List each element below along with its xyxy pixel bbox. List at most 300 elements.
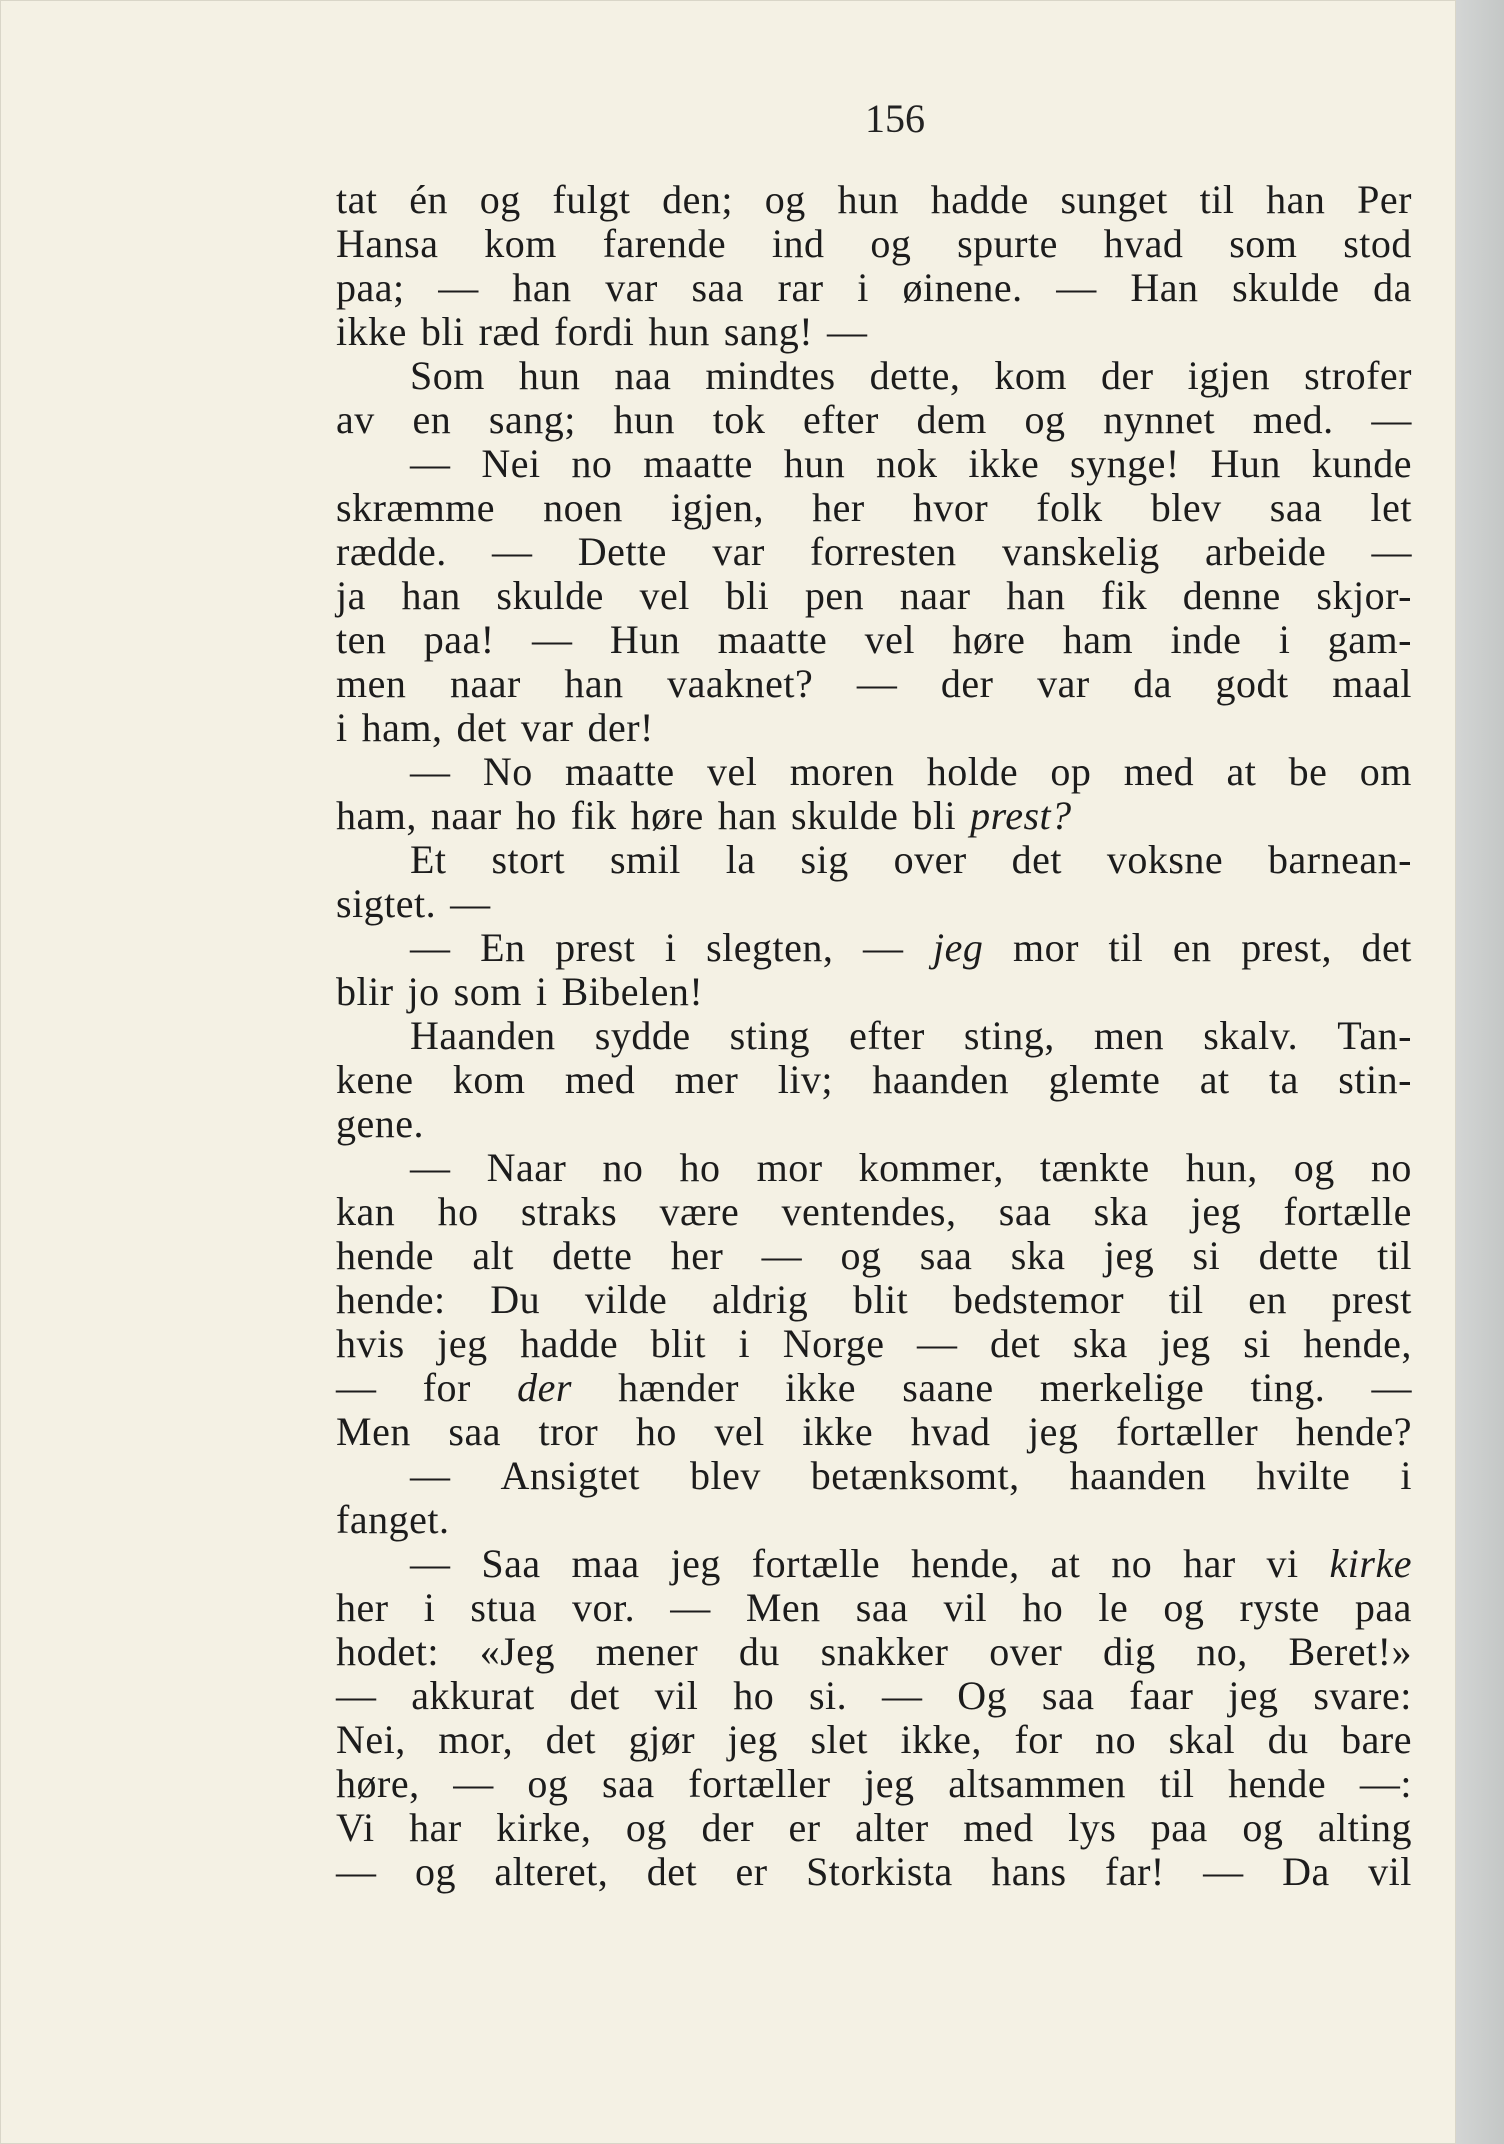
word: med — [564, 1057, 636, 1102]
word: — — [881, 1673, 923, 1718]
word: sang; — [488, 397, 576, 442]
word: hans — [991, 1849, 1067, 1894]
word: naar — [899, 573, 971, 618]
word: sting, — [963, 1013, 1055, 1058]
word: be — [1288, 749, 1328, 794]
word: her — [336, 1585, 389, 1630]
word: ska — [1093, 1189, 1149, 1234]
word: Dette — [577, 529, 667, 574]
word: — — [1371, 1365, 1412, 1410]
word: — — [492, 529, 533, 574]
word: gjør — [628, 1717, 696, 1762]
word: da — [1133, 661, 1172, 706]
word: nynnet — [1103, 397, 1216, 442]
word: mor, — [438, 1717, 514, 1762]
word: hende — [1228, 1761, 1327, 1806]
word: ska — [1010, 1233, 1066, 1278]
word: ja — [336, 573, 366, 618]
word: mor — [1012, 925, 1079, 970]
word: høre, — [336, 1761, 420, 1806]
word: en — [412, 397, 452, 442]
word: fik — [1101, 573, 1148, 618]
word: ten — [336, 617, 387, 662]
word: jeg — [437, 1321, 488, 1366]
text-line — [336, 1014, 1412, 1058]
text-line — [336, 1542, 1412, 1586]
word: du — [1267, 1717, 1309, 1762]
word: med — [1123, 749, 1195, 794]
word: rar — [777, 265, 824, 310]
text-line — [336, 882, 1412, 926]
word: Men — [745, 1585, 821, 1630]
text-line — [336, 662, 1412, 706]
word: var — [605, 265, 658, 310]
word: har — [409, 1805, 462, 1850]
word: jeg — [933, 925, 984, 970]
word: det — [1361, 925, 1412, 970]
word: no — [1095, 1717, 1137, 1762]
word: no — [1111, 1541, 1153, 1586]
scan-background-strip — [1456, 0, 1504, 2144]
word: arbeide — [1205, 529, 1327, 574]
word: over — [989, 1629, 1063, 1674]
word: naar — [430, 793, 502, 838]
word: sunget — [1060, 177, 1168, 222]
word: tat — [336, 177, 378, 222]
text-line — [336, 750, 1412, 794]
word: — — [761, 1233, 803, 1278]
word: inde — [1170, 617, 1242, 662]
word: le — [1098, 1585, 1129, 1630]
word: dette — [1258, 1233, 1339, 1278]
word: paa; — [336, 265, 405, 310]
word: ikke, — [900, 1717, 982, 1762]
word: bedstemor — [952, 1277, 1125, 1322]
word: det — [545, 1717, 597, 1762]
word: hadde — [520, 1321, 619, 1366]
word: der — [940, 661, 994, 706]
word: — — [410, 749, 451, 794]
text-line — [336, 1850, 1412, 1894]
word: i — [1400, 1453, 1412, 1498]
word: let — [1370, 485, 1412, 530]
word: tænkte — [1039, 1145, 1150, 1190]
word: lys — [1068, 1805, 1117, 1850]
word: du — [738, 1629, 780, 1674]
word: kirke — [1329, 1541, 1412, 1586]
word: vil — [1368, 1849, 1412, 1894]
word: — — [1056, 265, 1097, 310]
word: aldrig — [711, 1277, 809, 1322]
word: ho — [515, 793, 557, 838]
word: no, — [1196, 1629, 1248, 1674]
word: hvad — [1103, 221, 1184, 266]
text-line — [336, 618, 1412, 662]
word: om — [1359, 749, 1412, 794]
word: fortælle — [751, 1541, 881, 1586]
word: svare: — [1313, 1673, 1412, 1718]
word: høre — [630, 793, 704, 838]
word: kommer, — [858, 1145, 1004, 1190]
word: kunde — [1311, 441, 1412, 486]
word: fordi — [554, 309, 635, 354]
word: men — [1093, 1013, 1165, 1058]
word: bare — [1341, 1717, 1412, 1762]
word: betænksomt, — [810, 1453, 1020, 1498]
word: her — [670, 1233, 724, 1278]
word: naa — [614, 353, 672, 398]
word: kom — [994, 353, 1067, 398]
word: op — [1050, 749, 1092, 794]
text-line — [336, 970, 1412, 1014]
word: hvis — [336, 1321, 405, 1366]
word: hende — [336, 1233, 435, 1278]
word: i — [857, 265, 869, 310]
word: være — [659, 1189, 740, 1234]
word: glemte — [1048, 1057, 1161, 1102]
word: ham — [1062, 617, 1134, 662]
word: at — [1050, 1541, 1081, 1586]
word: vel — [864, 617, 915, 662]
word: og — [527, 1761, 569, 1806]
word: og — [414, 1849, 456, 1894]
word: stod — [1343, 221, 1412, 266]
word: — — [336, 1673, 377, 1718]
word: mor — [756, 1145, 823, 1190]
word: hende, — [911, 1541, 1020, 1586]
word: med. — [1252, 397, 1334, 442]
word: jeg — [1190, 1189, 1242, 1234]
word: altsammen — [948, 1761, 1126, 1806]
word: dette, — [869, 353, 961, 398]
word: saa — [602, 1761, 655, 1806]
word: vil — [654, 1673, 699, 1718]
word: i — [535, 969, 548, 1014]
word: gene. — [336, 1101, 425, 1146]
word: stin- — [1338, 1057, 1412, 1102]
word: hun — [613, 397, 676, 442]
text-line — [336, 266, 1412, 310]
text-line — [336, 574, 1412, 618]
text-line — [336, 926, 1412, 970]
word: alter — [855, 1805, 929, 1850]
word: til — [1199, 177, 1235, 222]
word: Ansigtet — [500, 1453, 640, 1498]
word: det — [646, 1849, 698, 1894]
word: fik — [570, 793, 617, 838]
word: fortæller — [688, 1761, 831, 1806]
word: saane — [902, 1365, 994, 1410]
word: blit — [852, 1277, 909, 1322]
word: der — [1101, 353, 1154, 398]
text-line — [336, 310, 1412, 354]
page-number: 156 — [865, 96, 925, 141]
word: ho — [733, 1673, 775, 1718]
word: til — [1377, 1233, 1412, 1278]
word: til — [1159, 1761, 1195, 1806]
word: i — [738, 1321, 751, 1366]
word: stua — [470, 1585, 537, 1630]
word: ræd — [478, 309, 541, 354]
word: merkelige — [1039, 1365, 1205, 1410]
word: si. — [808, 1673, 848, 1718]
word: vel — [639, 573, 690, 618]
text-line — [336, 1058, 1412, 1102]
word: si — [1192, 1233, 1221, 1278]
text-line — [336, 354, 1412, 398]
word: bli — [725, 573, 770, 618]
word: er — [735, 1849, 768, 1894]
word: — — [531, 617, 573, 662]
word: alt — [472, 1233, 514, 1278]
word: no — [1370, 1145, 1412, 1190]
word: saa — [691, 265, 745, 310]
word: i — [423, 1585, 436, 1630]
word: høre — [952, 617, 1026, 662]
word: — — [410, 441, 451, 486]
word: kom — [452, 1057, 526, 1102]
word: paa! — [423, 617, 495, 662]
word: mindtes — [705, 353, 836, 398]
word: kirke, — [496, 1805, 592, 1850]
word: sang! — [723, 309, 814, 354]
word: ikke — [785, 1365, 857, 1410]
word: saa — [448, 1409, 501, 1454]
text-line — [336, 1410, 1412, 1454]
word: og — [625, 1805, 667, 1850]
word: fanget. — [336, 1497, 450, 1542]
word: vanskelig — [1001, 529, 1160, 574]
word: — — [453, 1761, 494, 1806]
word: noen — [543, 485, 623, 530]
word: — — [827, 309, 868, 354]
word: Haanden — [410, 1013, 556, 1058]
word: til — [1108, 925, 1144, 970]
word: ting. — [1250, 1365, 1326, 1410]
word: haanden — [872, 1057, 1010, 1102]
word: — — [1371, 397, 1412, 442]
word: hun — [648, 309, 710, 354]
word: Vi — [336, 1805, 375, 1850]
word: og — [1242, 1805, 1284, 1850]
word: hende? — [1295, 1409, 1412, 1454]
word: blev — [689, 1453, 761, 1498]
word: haanden — [1069, 1453, 1207, 1498]
word: hadde — [930, 177, 1029, 222]
word: kom — [484, 221, 557, 266]
word: vel — [706, 749, 758, 794]
word: rædde. — [336, 529, 447, 574]
word: skal — [1168, 1717, 1236, 1762]
word: kene — [336, 1057, 414, 1102]
word: da — [1373, 265, 1412, 310]
word: han — [1266, 177, 1326, 222]
word: i — [336, 705, 348, 750]
word: slet — [810, 1717, 868, 1762]
word: — — [856, 661, 898, 706]
word: hænder — [618, 1365, 739, 1410]
text-line — [336, 1454, 1412, 1498]
word: hun, — [1185, 1145, 1258, 1190]
word: sig — [800, 837, 849, 882]
word: Saa — [481, 1541, 541, 1586]
text-line — [336, 1190, 1412, 1234]
word: jeg — [727, 1717, 778, 1762]
word: — — [1371, 529, 1412, 574]
word: hende, — [1303, 1321, 1412, 1366]
word: hvor — [912, 485, 989, 530]
text-line — [336, 530, 1412, 574]
word: kan — [336, 1189, 396, 1234]
text-line — [336, 1322, 1412, 1366]
body-text — [336, 178, 1412, 1894]
word: — — [410, 1453, 451, 1498]
word: fortæller — [1115, 1409, 1259, 1454]
word: en — [1248, 1277, 1287, 1322]
word: var — [520, 705, 574, 750]
word: skulde — [790, 793, 899, 838]
word: hvad — [910, 1409, 991, 1454]
text-line — [336, 222, 1412, 266]
word: alteret, — [494, 1849, 609, 1894]
word: Bibelen! — [561, 969, 704, 1014]
word: — — [670, 1585, 711, 1630]
text-line — [336, 1102, 1412, 1146]
word: var — [712, 529, 765, 574]
word: skjor- — [1316, 573, 1412, 618]
text-line — [336, 706, 1412, 750]
word: Og — [957, 1673, 1008, 1718]
word: smil — [609, 837, 681, 882]
word: ikke — [336, 309, 407, 354]
word: naar — [449, 661, 521, 706]
word: blir — [336, 969, 394, 1014]
word: «Jeg — [479, 1629, 556, 1674]
word: — — [438, 265, 479, 310]
word: vi — [1266, 1541, 1299, 1586]
word: voksne — [1106, 837, 1224, 882]
word: holde — [926, 749, 1019, 794]
word: en — [1172, 925, 1212, 970]
word: — — [410, 1145, 451, 1190]
word: sting — [729, 1013, 810, 1058]
text-line — [336, 1498, 1412, 1542]
word: no — [602, 1145, 644, 1190]
word: jeg — [1228, 1673, 1279, 1718]
word: saa — [1041, 1673, 1095, 1718]
word: maa — [571, 1541, 640, 1586]
word: prest, — [1241, 925, 1332, 970]
word: — — [336, 1365, 377, 1410]
text-line — [336, 1762, 1412, 1806]
word: skalv. — [1203, 1013, 1299, 1058]
word: sydde — [594, 1013, 691, 1058]
word: ham, — [336, 793, 417, 838]
word: dig — [1102, 1629, 1156, 1674]
text-line — [336, 1806, 1412, 1850]
word: øinene. — [902, 265, 1023, 310]
word: — — [450, 881, 491, 926]
word: ta — [1269, 1057, 1299, 1102]
word: ho — [1022, 1585, 1064, 1630]
word: gam- — [1327, 617, 1412, 662]
word: vilde — [584, 1277, 668, 1322]
word: fulgt — [552, 177, 631, 222]
word: godt — [1215, 661, 1289, 706]
word: forresten — [810, 529, 957, 574]
text-line — [336, 1718, 1412, 1762]
word: — — [410, 925, 451, 970]
word: Hun — [609, 617, 681, 662]
word: maatte — [565, 749, 675, 794]
word: blit — [650, 1321, 707, 1366]
word: ikke — [802, 1409, 874, 1454]
text-line — [336, 398, 1412, 442]
word: fortælle — [1283, 1189, 1412, 1234]
word: hvilte — [1256, 1453, 1351, 1498]
text-line — [336, 486, 1412, 530]
word: strofer — [1304, 353, 1412, 398]
word: skulde — [1232, 265, 1340, 310]
word: saa — [919, 1233, 973, 1278]
word: det — [569, 1673, 620, 1718]
word: for — [422, 1365, 471, 1410]
word: hodet: — [336, 1629, 439, 1674]
text-line — [336, 178, 1412, 222]
word: maatte — [717, 617, 828, 662]
word: bli — [420, 309, 465, 354]
word: saa — [998, 1189, 1052, 1234]
word: jeg — [864, 1761, 915, 1806]
text-line — [336, 1146, 1412, 1190]
word: prest? — [970, 793, 1072, 838]
word: jeg — [670, 1541, 721, 1586]
word: ikke — [968, 441, 1040, 486]
word: stort — [491, 837, 566, 882]
word: som — [1229, 221, 1298, 266]
word: i — [664, 925, 677, 970]
word: bli — [912, 793, 957, 838]
word: igjen, — [671, 485, 765, 530]
word: er — [788, 1805, 821, 1850]
word: faar — [1129, 1673, 1194, 1718]
text-line — [336, 838, 1412, 882]
word: hun — [837, 177, 899, 222]
word: det — [990, 1321, 1041, 1366]
word: Hun — [1210, 441, 1281, 486]
word: han — [512, 265, 572, 310]
word: igjen — [1187, 353, 1271, 398]
word: jeg — [1160, 1321, 1211, 1366]
word: moren — [789, 749, 895, 794]
word: spurte — [957, 221, 1058, 266]
text-line — [336, 1278, 1412, 1322]
word: vaaknet? — [667, 661, 814, 706]
word: tror — [538, 1409, 599, 1454]
word: det — [1011, 837, 1062, 882]
word: og — [764, 177, 806, 222]
word: Beret!» — [1288, 1629, 1412, 1674]
word: jo — [407, 969, 440, 1014]
word: prest — [1331, 1277, 1412, 1322]
word: saa — [855, 1585, 909, 1630]
word: han — [717, 793, 777, 838]
word: mer — [674, 1057, 739, 1102]
word: men — [336, 661, 407, 706]
word: han — [401, 573, 461, 618]
word: maatte — [643, 441, 753, 486]
word: Nei, — [336, 1717, 406, 1762]
